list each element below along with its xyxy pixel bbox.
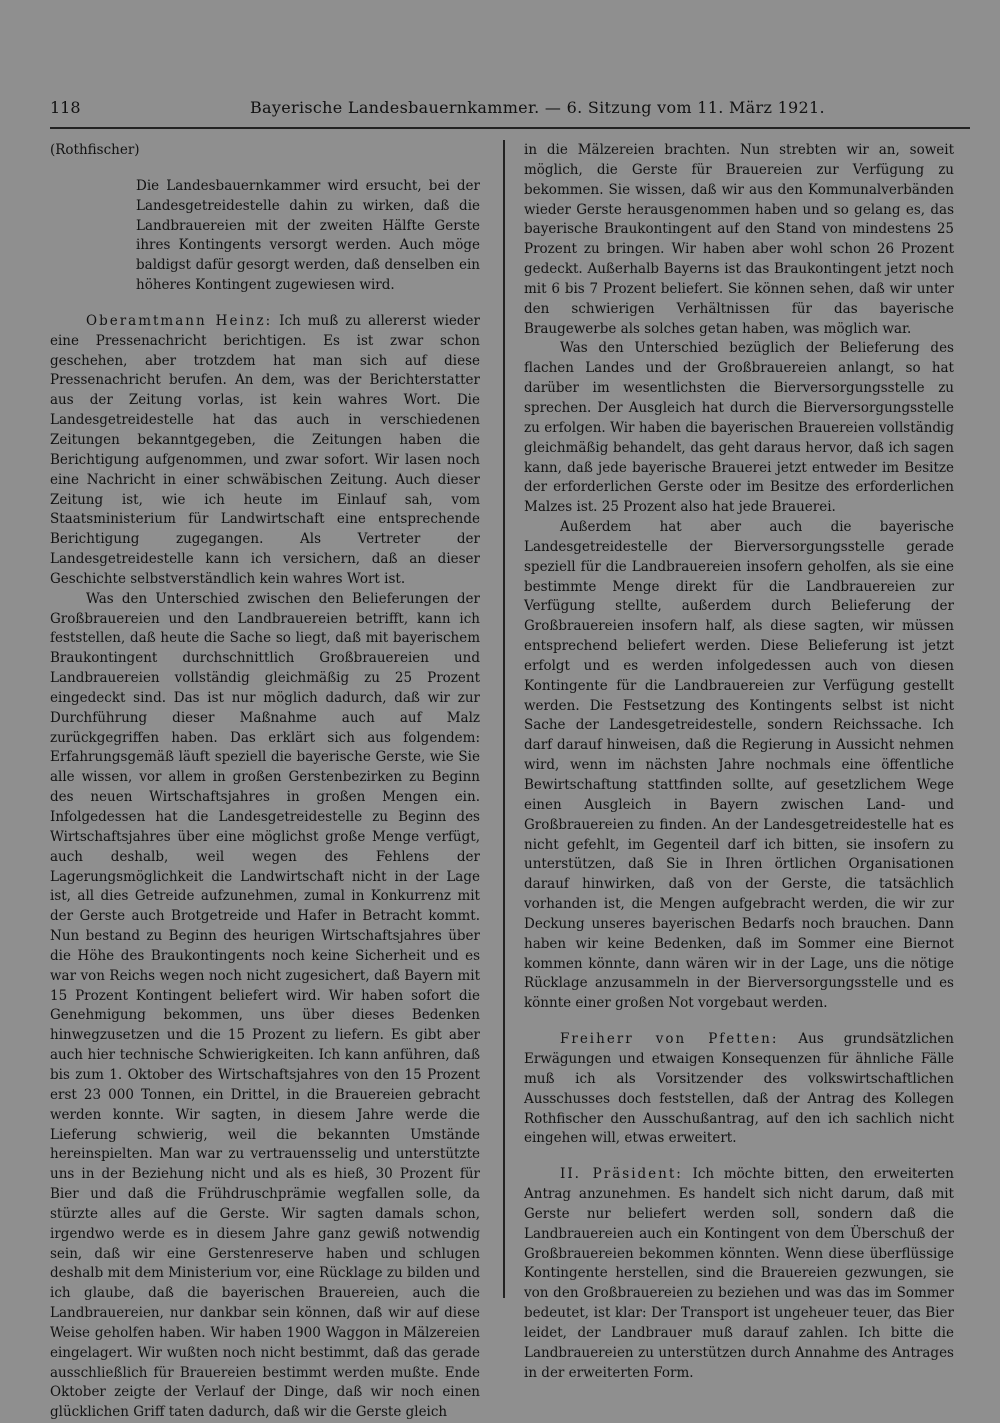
paragraph-continuation: in die Mälzereien brachten. Nun strebten wir an, soweit möglich, die Gerste für Brauereien zur Verfügung zu bekommen. Sie wissen, daß wir aus den Kommunalverbänden wieder Gerste herausgenommen haben und so gelang es, das bayerische Braukontingent auf den Stand von mindestens 25 Prozent zu bringen. Wir haben aber wohl schon 26 Prozent gedeckt. Außerhalb Bayerns ist das Braukontingent jetzt noch mit 6 bis 7 Prozent beliefert. Sie können sehen, daß wir unter den schwierigen Verhältnissen für das bayerische Braugewerbe als solches getan haben, was möglich war.: [524, 142, 954, 337]
header-rule: [50, 127, 970, 129]
speaker-name: II. Präsident:: [560, 1166, 683, 1183]
page-number: 118: [50, 98, 81, 117]
running-title: Bayerische Landesbauernkammer. — 6. Sitzung vom 11. März 1921.: [250, 98, 825, 117]
paragraph-praesident: [524, 1165, 954, 1383]
motion-text: Die Landesbauernkammer wird ersucht, bei der Landesgetreidestelle dahin zu wirken, daß die Landbrauereien mit der zweiten Hälfte Gerste ihres Kontingents versorgt werden. Auch möge baldigst dafür gesorgt werden, daß denselben ein höheres Kontingent zugewiesen wird.: [136, 177, 480, 294]
column-divider: [503, 140, 505, 1298]
paragraph-text: Aus grundsätzlichen Erwägungen und etwaigen Konsequenzen für ähnliche Fälle muß ich als Vorsitzender des volkswirtschaftlichen Ausschusses doch feststellen, daß der Antrag des Kollegen Rothfischer den Ausschußantrag, auf den ich sachlich nicht eingehen will, etwas erweitert.: [524, 1031, 955, 1147]
speaker-name: Oberamtmann Heinz:: [86, 312, 273, 329]
speaker-name: Freiherr von Pfetten:: [560, 1031, 779, 1048]
paragraph-unterschied: Was den Unterschied zwischen den Belieferungen der Großbrauereien und den Landbrauereien betrifft, kann ich feststellen, daß heute die Sache so liegt, daß mit bayerischem Braukontingent durchschnittlich Großbrauereien und Landbrauereien vollständig gleichmäßig zu 25 Prozent eingedeckt sind. Das ist nur möglich dadurch, daß wir zur Durchführung dieser Maßnahme auch auf Malz zurückgegriffen haben. Das erklärt sich aus folgendem: Erfahrungsgemäß läuft speziell die bayerische Gerste, wie Sie alle wissen, vor allem in großen Gerstenbezirken zu Beginn des neuen Wirtschaftsjahres in großen Mengen ein. Infolgedessen hat die Landesgetreidestelle zu Beginn des Wirtschaftsjahres über eine möglichst große Menge verfügt, auch deshalb, weil wegen des Fehlens der Lagerungsmöglichkeit die Landwirtschaft nicht in der Lage ist, all dies Getreide aufzunehmen, zumal in Konkurrenz mit der Gerste auch Brotgetreide und Hafer in Betracht kommt. Nun bestand zu Beginn des heurigen Wirtschaftsjahres über die Höhe des Braukontingents noch keine Sicherheit und es war von Reichs wegen noch nicht zugesichert, daß Bayern mit 15 Prozent Kontingent beliefert wird. Wir haben sofort die Genehmigung bekommen, uns über dieses Bedenken hinwegzusetzen und die 15 Prozent zu liefern. Es gibt aber auch hier technische Schwierigkeiten. Ich kann anführen, daß bis zum 1. Oktober des Wirtschaftsjahres von den 15 Prozent erst 23 000 Tonnen, ein Drittel, in die Brauereien gebracht werden konnte. Wir sagten, in diesem Jahre werde die Lieferung schwierig, weil die bekannten Umstände hereinspielten. Man war zu vertrauensselig und unterstützte uns in der Beziehung nicht und als es hieß, 30 Prozent für Bier und daß die Frühdruschprämie wegfallen solle, da stürzte alles auf die Gerste. Wir sagten damals schon, irgendwo werde es in diesem Jahre ganz gewiß notwendig sein, daß wir eine Gerstenreserve haben und schlugen deshalb mit dem Ministerium vor, eine Rücklage zu bilden und ich glaube, daß die bayerischen Brauereien, auch die Landbrauereien, nur dankbar sein können, daß wir auf diese Weise geholfen haben. Wir haben 1900 Waggon in Mälzereien eingelagert. Wir wußten noch nicht bestimmt, daß das gerade ausschließlich für Brauereien bestimmt werden mußte. Ende Oktober zeigte der Verlauf der Dinge, daß wir noch einen glücklichen Griff taten dadurch, daß wir die Gerste gleich: [50, 590, 480, 1421]
paragraph-ausserdem: Außerdem hat aber auch die bayerische Landesgetreidestelle der Bierversorgungsstelle gerade speziell für die Landbrauereien insofern geholfen, als sie eine bestimmte Menge direkt für die Landbrauereien zur Verfügung stellte, außerdem durch Belieferung der Großbrauereien insofern half, als diese sagten, wir müssen entsprechend beliefert werden. Diese Belieferung ist jetzt erfolgt und es werden infolgedessen auch von diesen Kontingente für die Landbrauereien zur Verfügung gestellt werden. Die Festsetzung des Kontingents selbst ist nicht Sache der Landesgetreidestelle, sondern Reichssache. Ich darf darauf hinweisen, daß die Regierung in Aussicht nehmen wird, wenn im nächsten Jahre nochmals eine öffentliche Bewirtschaftung stattfinden sollte, auf gesetzlichem Wege einen Ausgleich in Bayern zwischen Land- und Großbrauereien zu finden. An der Landesgetreidestelle hat es nicht gefehlt, im Gegenteil darf ich bitten, sie insofern zu unterstützen, daß Sie in Ihren örtlichen Organisationen darauf hinwirken, daß von der Gerste, die tatsächlich vorhanden ist, die Mengen aufgebracht werden, die wir zur Deckung unseres bayerischen Bedarfs noch brauchen. Dann haben wir keine Bedenken, daß im Sommer eine Biernot kommen könnte, dann wären wir in der Lage, uns die nötige Rücklage anzusammeln in der Bierversorgungsstelle und es könnte einer großen Not vorgebaut werden.: [524, 519, 954, 1012]
spacer: [50, 296, 480, 312]
paragraph-text: Ich möchte bitten, den erweiterten Antrag anzunehmen. Es handelt sich nicht darum, daß mit Gerste nur beliefert werden soll, sondern daß die Landbrauereien auch ein Kontingent von dem Überschuß der Großbrauereien bekommen könnten. Wenn diese überflüssige Kontingente herstellen, sind die Brauereien gezwungen, sie von den Großbrauereien zu beziehen und was das im Sommer bedeutet, ist klar: Der Transport ist ungeheuer teuer, das Bier leidet, der Landbrauer muß darauf zahlen. Ich bitte die Landbrauereien zu unterstützen durch Annahme des Antrages in der erweiterten Form.: [524, 1166, 954, 1381]
paragraph-pfetten: [524, 1030, 954, 1149]
spacer: [524, 1149, 954, 1165]
right-column: [524, 141, 954, 1383]
left-column: [50, 141, 480, 1423]
paragraph-heinz: [50, 312, 480, 590]
paragraph-text: Ich muß zu allererst wieder eine Pressenachricht berichtigen. Es ist zwar schon geschehen, aber trotzdem hat man sich auf diese Pressenachricht berufen. An dem, was der Berichterstatter aus der Zeitung vorlas, ist kein wahres Wort. Die Landesgetreidestelle hat das auch in verschiedenen Zeitungen bekanntgegeben, die Zeitungen haben die Berichtigung aufgenommen, und zwar sofort. Wir lasen noch eine Nachricht in einer schwäbischen Zeitung. Auch dieser Zeitung ist, wie ich heute im Einlauf sah, vom Staatsministerium für Landwirtschaft eine entsprechende Berichtigung zugegangen. Als Vertreter der Landesgetreidestelle kann ich versichern, daß an dieser Geschichte selbstverständlich kein wahres Wort ist.: [50, 312, 480, 587]
page-header: [50, 98, 970, 122]
interjection: (Rothfischer): [50, 142, 140, 158]
paragraph-belieferung: Was den Unterschied bezüglich der Belieferung des flachen Landes und der Großbrauereien anlangt, so hat darüber im wesentlichsten die Bierversorgungsstelle zu sprechen. Der Ausgleich hat durch die Bierversorgungsstelle zu erfolgen. Wir haben die bayerischen Brauereien vollständig gleichmäßig behandelt, das geht daraus hervor, daß ich sagen kann, daß jede bayerische Brauerei jetzt entweder im Besitze der erforderlichen Gerste oder im Besitze des erforderlichen Malzes ist. 25 Prozent also hat jede Brauerei.: [524, 340, 954, 516]
spacer: [524, 1014, 954, 1030]
spacer: [50, 161, 480, 177]
